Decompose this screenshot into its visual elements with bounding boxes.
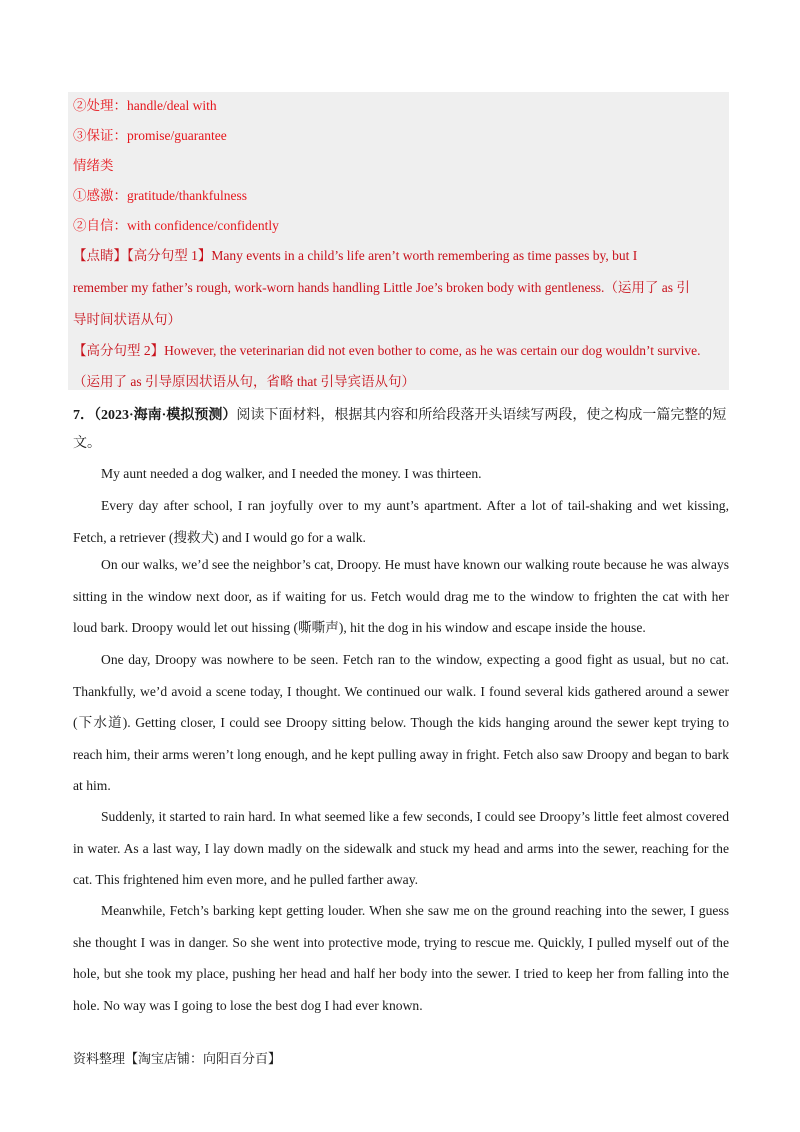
question-instruction: 阅读下面材料，根据其内容和所给段落开头语续写两段，使之构成一篇完整的短文。: [73, 408, 727, 451]
note-highlight-line: 导时间状语从句）: [73, 312, 181, 327]
passage-paragraph: Meanwhile, Fetch’s barking kept getting louder. When she saw me on the ground reaching into the sewer, I guess she thought I was in danger. So she went into protective mode, trying to rescue me. Quickly, I pulled myself out of the hole, but she took my place, pushing her head and half her body into the sewer. I tried to keep her from falling into the hole. No way was I going to lose the best dog I had ever known.: [73, 903, 729, 1013]
note-line: ③保证：promise/guarantee: [73, 128, 227, 143]
note-line: ①感激：gratitude/thankfulness: [73, 188, 247, 203]
note-highlight-line: remember my father’s rough, work-worn hands handling Little Joe’s broken body with gentleness.（运用了 as 引: [73, 280, 690, 295]
note-line: ②处理：handle/deal with: [73, 98, 217, 113]
note-highlight-line: 【高分句型 2】However, the veterinarian did not even bother to come, as he was certain our dog wouldn’t survive.: [73, 343, 701, 358]
passage-paragraph: My aunt needed a dog walker, and I needed the money. I was thirteen.: [101, 466, 482, 481]
note-line: 情绪类: [73, 158, 114, 173]
passage-paragraph: Suddenly, it started to rain hard. In what seemed like a few seconds, I could see Droopy’s little feet almost covered in water. As a last way, I lay down madly on the sidewalk and stuck my head and arms into the sewer, reaching for the cat. This frightened him even more, and he pulled farther away.: [73, 809, 729, 888]
question-source: （2023·海南·模拟预测）: [94, 408, 237, 423]
note-line: ②自信：with confidence/confidently: [73, 218, 279, 233]
page-footer: 资料整理【淘宝店铺：向阳百分百】: [73, 1051, 282, 1066]
note-highlight-line: 【点睛】【高分句型 1】Many events in a child’s life aren’t worth remembering as time passes by, but I: [73, 248, 638, 263]
passage-paragraph: Every day after school, I ran joyfully over to my aunt’s apartment. After a lot of tail-shaking and wet kissing, Fetch, a retriever (搜救犬) and I would go for a walk.: [73, 498, 729, 545]
passage-paragraph: On our walks, we’d see the neighbor’s cat, Droopy. He must have known our walking route because he was always sitting in the window next door, as if waiting for us. Fetch would drag me to the window to frighten the cat with her loud bark. Droopy would let out hissing (嘶嘶声), hit the dog in his window and escape inside the house.: [73, 557, 729, 636]
question-heading: [73, 402, 729, 458]
question-number: 7．: [73, 408, 94, 423]
note-highlight-line: （运用了 as 引导原因状语从句，省略 that 引导宾语从句）: [73, 374, 415, 389]
passage-paragraph: One day, Droopy was nowhere to be seen. Fetch ran to the window, expecting a good fight as usual, but no cat. Thankfully, we’d avoid a scene today, I thought. We continued our walk. I found several kids gathered around a sewer (下水道). Getting closer, I could see Droopy sitting below. Though the kids hanging around the sewer kept trying to reach him, their arms weren’t long enough, and he kept pulling away in fright. Fetch also saw Droopy and began to bark at him.: [73, 652, 729, 794]
